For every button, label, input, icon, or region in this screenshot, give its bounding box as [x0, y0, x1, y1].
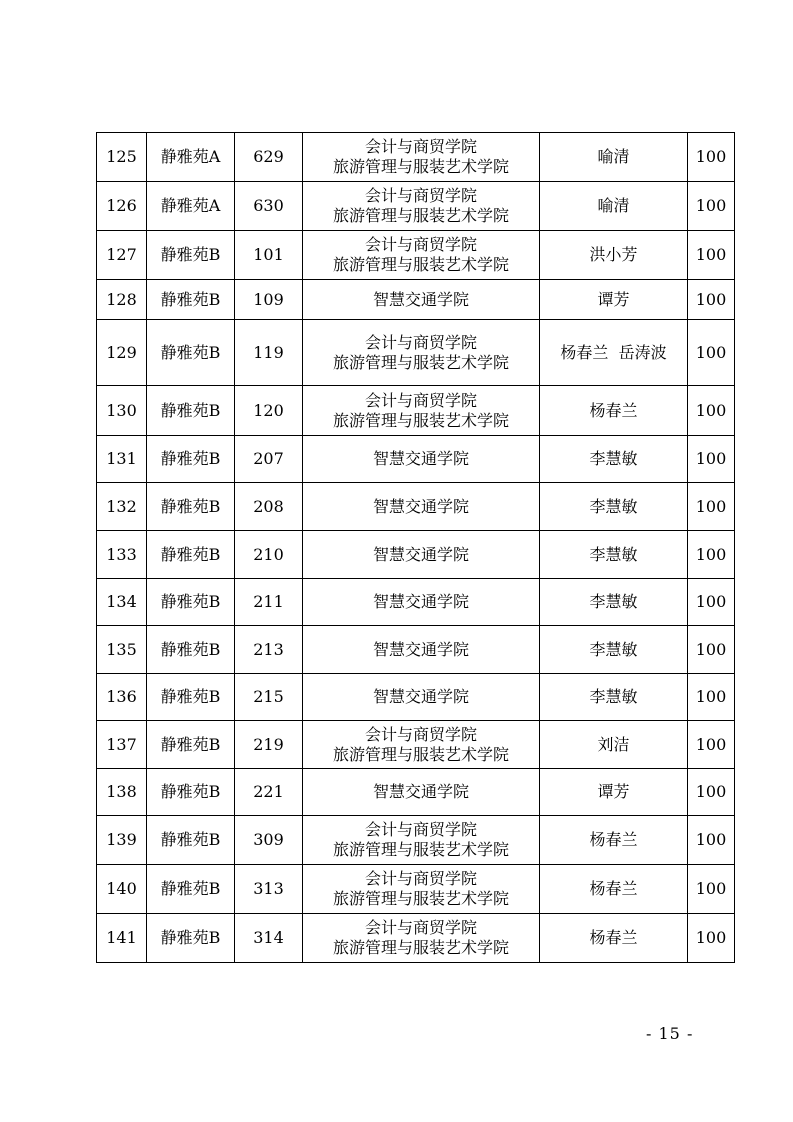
cell-score: 100	[688, 483, 735, 531]
dormitory-table	[96, 132, 735, 963]
teacher-name: 谭芳	[597, 289, 630, 309]
cell-teacher	[540, 914, 688, 963]
cell-number: 129	[97, 320, 147, 386]
cell-number: 140	[97, 865, 147, 914]
cell-room: 101	[235, 231, 303, 280]
college-name: 旅游管理与服装艺术学院	[332, 157, 509, 176]
teacher-name: 李慧敏	[589, 449, 638, 468]
cell-college	[303, 721, 540, 769]
cell-building: 静雅苑B	[147, 436, 235, 483]
table-row	[97, 626, 735, 674]
college-name: 智慧交通学院	[372, 687, 469, 706]
college-name: 智慧交通学院	[372, 289, 469, 309]
cell-room: 215	[235, 674, 303, 721]
cell-number: 136	[97, 674, 147, 721]
cell-number: 128	[97, 280, 147, 320]
cell-number: 135	[97, 626, 147, 674]
college-name: 会计与商贸学院	[364, 186, 477, 205]
cell-college	[303, 280, 540, 320]
cell-college	[303, 436, 540, 483]
cell-room: 219	[235, 721, 303, 769]
cell-room: 208	[235, 483, 303, 531]
table-row	[97, 531, 735, 579]
cell-score: 100	[688, 865, 735, 914]
cell-college	[303, 483, 540, 531]
teacher-name: 杨春兰 岳涛波	[560, 342, 667, 362]
cell-college	[303, 182, 540, 231]
cell-teacher	[540, 531, 688, 579]
cell-room: 314	[235, 914, 303, 963]
cell-room: 109	[235, 280, 303, 320]
college-name: 智慧交通学院	[372, 639, 469, 659]
cell-building: 静雅苑A	[147, 182, 235, 231]
table-row	[97, 320, 735, 386]
college-name: 会计与商贸学院	[364, 332, 477, 352]
cell-score: 100	[688, 436, 735, 483]
table-row	[97, 133, 735, 182]
teacher-name: 李慧敏	[589, 496, 638, 516]
cell-college	[303, 531, 540, 579]
cell-number: 126	[97, 182, 147, 231]
teacher-name: 杨春兰	[589, 400, 638, 420]
cell-college	[303, 386, 540, 436]
cell-number: 139	[97, 816, 147, 865]
cell-college	[303, 769, 540, 816]
college-name: 会计与商贸学院	[364, 869, 477, 888]
college-name: 旅游管理与服装艺术学院	[332, 889, 509, 908]
table-row	[97, 579, 735, 626]
cell-college	[303, 674, 540, 721]
cell-number: 131	[97, 436, 147, 483]
cell-number: 134	[97, 579, 147, 626]
cell-teacher	[540, 182, 688, 231]
college-name: 旅游管理与服装艺术学院	[332, 352, 509, 372]
cell-score: 100	[688, 320, 735, 386]
cell-building: 静雅苑B	[147, 320, 235, 386]
cell-number: 132	[97, 483, 147, 531]
cell-teacher	[540, 816, 688, 865]
cell-building: 静雅苑B	[147, 816, 235, 865]
table-row	[97, 721, 735, 769]
cell-score: 100	[688, 674, 735, 721]
cell-teacher	[540, 626, 688, 674]
table-row	[97, 914, 735, 963]
college-name: 旅游管理与服装艺术学院	[332, 840, 509, 859]
cell-room: 629	[235, 133, 303, 182]
cell-room: 211	[235, 579, 303, 626]
cell-building: 静雅苑B	[147, 674, 235, 721]
cell-score: 100	[688, 133, 735, 182]
cell-building: 静雅苑B	[147, 626, 235, 674]
cell-score: 100	[688, 914, 735, 963]
college-name: 智慧交通学院	[372, 544, 469, 564]
table-row	[97, 674, 735, 721]
cell-teacher	[540, 483, 688, 531]
cell-teacher	[540, 386, 688, 436]
teacher-name: 杨春兰	[589, 928, 638, 947]
cell-college	[303, 914, 540, 963]
cell-number: 137	[97, 721, 147, 769]
cell-score: 100	[688, 626, 735, 674]
cell-score: 100	[688, 280, 735, 320]
college-name: 智慧交通学院	[372, 449, 469, 468]
cell-number: 133	[97, 531, 147, 579]
cell-building: 静雅苑B	[147, 386, 235, 436]
cell-building: 静雅苑B	[147, 531, 235, 579]
page-number: - 15 -	[646, 1024, 694, 1043]
cell-score: 100	[688, 579, 735, 626]
college-name: 会计与商贸学院	[364, 918, 477, 937]
cell-college	[303, 231, 540, 280]
teacher-name: 李慧敏	[589, 544, 638, 564]
cell-room: 207	[235, 436, 303, 483]
college-name: 旅游管理与服装艺术学院	[332, 206, 509, 225]
cell-building: 静雅苑B	[147, 769, 235, 816]
teacher-name: 喻清	[597, 196, 630, 215]
college-name: 旅游管理与服装艺术学院	[332, 938, 509, 957]
cell-number: 138	[97, 769, 147, 816]
cell-room: 630	[235, 182, 303, 231]
cell-building: 静雅苑B	[147, 483, 235, 531]
teacher-name: 洪小芳	[589, 245, 638, 264]
cell-teacher	[540, 721, 688, 769]
cell-room: 210	[235, 531, 303, 579]
cell-room: 309	[235, 816, 303, 865]
table-row	[97, 436, 735, 483]
table-row	[97, 231, 735, 280]
college-name: 会计与商贸学院	[364, 724, 477, 744]
cell-room: 221	[235, 769, 303, 816]
cell-college	[303, 816, 540, 865]
teacher-name: 刘洁	[597, 734, 630, 754]
cell-building: 静雅苑B	[147, 231, 235, 280]
cell-teacher	[540, 579, 688, 626]
teacher-name: 李慧敏	[589, 592, 638, 611]
cell-score: 100	[688, 182, 735, 231]
cell-college	[303, 320, 540, 386]
teacher-name: 杨春兰	[589, 830, 638, 849]
cell-college	[303, 865, 540, 914]
teacher-name: 杨春兰	[589, 879, 638, 898]
cell-number: 127	[97, 231, 147, 280]
college-name: 旅游管理与服装艺术学院	[332, 410, 509, 430]
cell-score: 100	[688, 816, 735, 865]
cell-building: 静雅苑B	[147, 865, 235, 914]
college-name: 会计与商贸学院	[364, 137, 477, 156]
cell-teacher	[540, 231, 688, 280]
cell-teacher	[540, 769, 688, 816]
teacher-name: 喻清	[597, 147, 630, 166]
cell-score: 100	[688, 721, 735, 769]
table-row	[97, 386, 735, 436]
cell-score: 100	[688, 386, 735, 436]
cell-teacher	[540, 133, 688, 182]
cell-building: 静雅苑B	[147, 914, 235, 963]
college-name: 会计与商贸学院	[364, 235, 477, 254]
teacher-name: 谭芳	[597, 782, 630, 801]
cell-building: 静雅苑A	[147, 133, 235, 182]
college-name: 智慧交通学院	[372, 782, 469, 801]
cell-college	[303, 133, 540, 182]
cell-teacher	[540, 320, 688, 386]
college-name: 智慧交通学院	[372, 592, 469, 611]
cell-room: 119	[235, 320, 303, 386]
cell-building: 静雅苑B	[147, 721, 235, 769]
cell-room: 313	[235, 865, 303, 914]
college-name: 旅游管理与服装艺术学院	[332, 744, 509, 764]
table-row	[97, 816, 735, 865]
table-row	[97, 483, 735, 531]
cell-teacher	[540, 674, 688, 721]
cell-number: 125	[97, 133, 147, 182]
cell-building: 静雅苑B	[147, 579, 235, 626]
cell-teacher	[540, 280, 688, 320]
table-body	[97, 133, 735, 963]
cell-teacher	[540, 436, 688, 483]
college-name: 会计与商贸学院	[364, 820, 477, 839]
college-name: 会计与商贸学院	[364, 390, 477, 410]
cell-score: 100	[688, 231, 735, 280]
cell-number: 130	[97, 386, 147, 436]
cell-teacher	[540, 865, 688, 914]
cell-score: 100	[688, 769, 735, 816]
cell-room: 120	[235, 386, 303, 436]
college-name: 智慧交通学院	[372, 496, 469, 516]
table-row	[97, 280, 735, 320]
teacher-name: 李慧敏	[589, 687, 638, 706]
cell-building: 静雅苑B	[147, 280, 235, 320]
college-name: 旅游管理与服装艺术学院	[332, 255, 509, 274]
cell-number: 141	[97, 914, 147, 963]
teacher-name: 李慧敏	[589, 639, 638, 659]
table-row	[97, 769, 735, 816]
cell-score: 100	[688, 531, 735, 579]
table-row	[97, 865, 735, 914]
cell-college	[303, 579, 540, 626]
cell-college	[303, 626, 540, 674]
table-row	[97, 182, 735, 231]
cell-room: 213	[235, 626, 303, 674]
